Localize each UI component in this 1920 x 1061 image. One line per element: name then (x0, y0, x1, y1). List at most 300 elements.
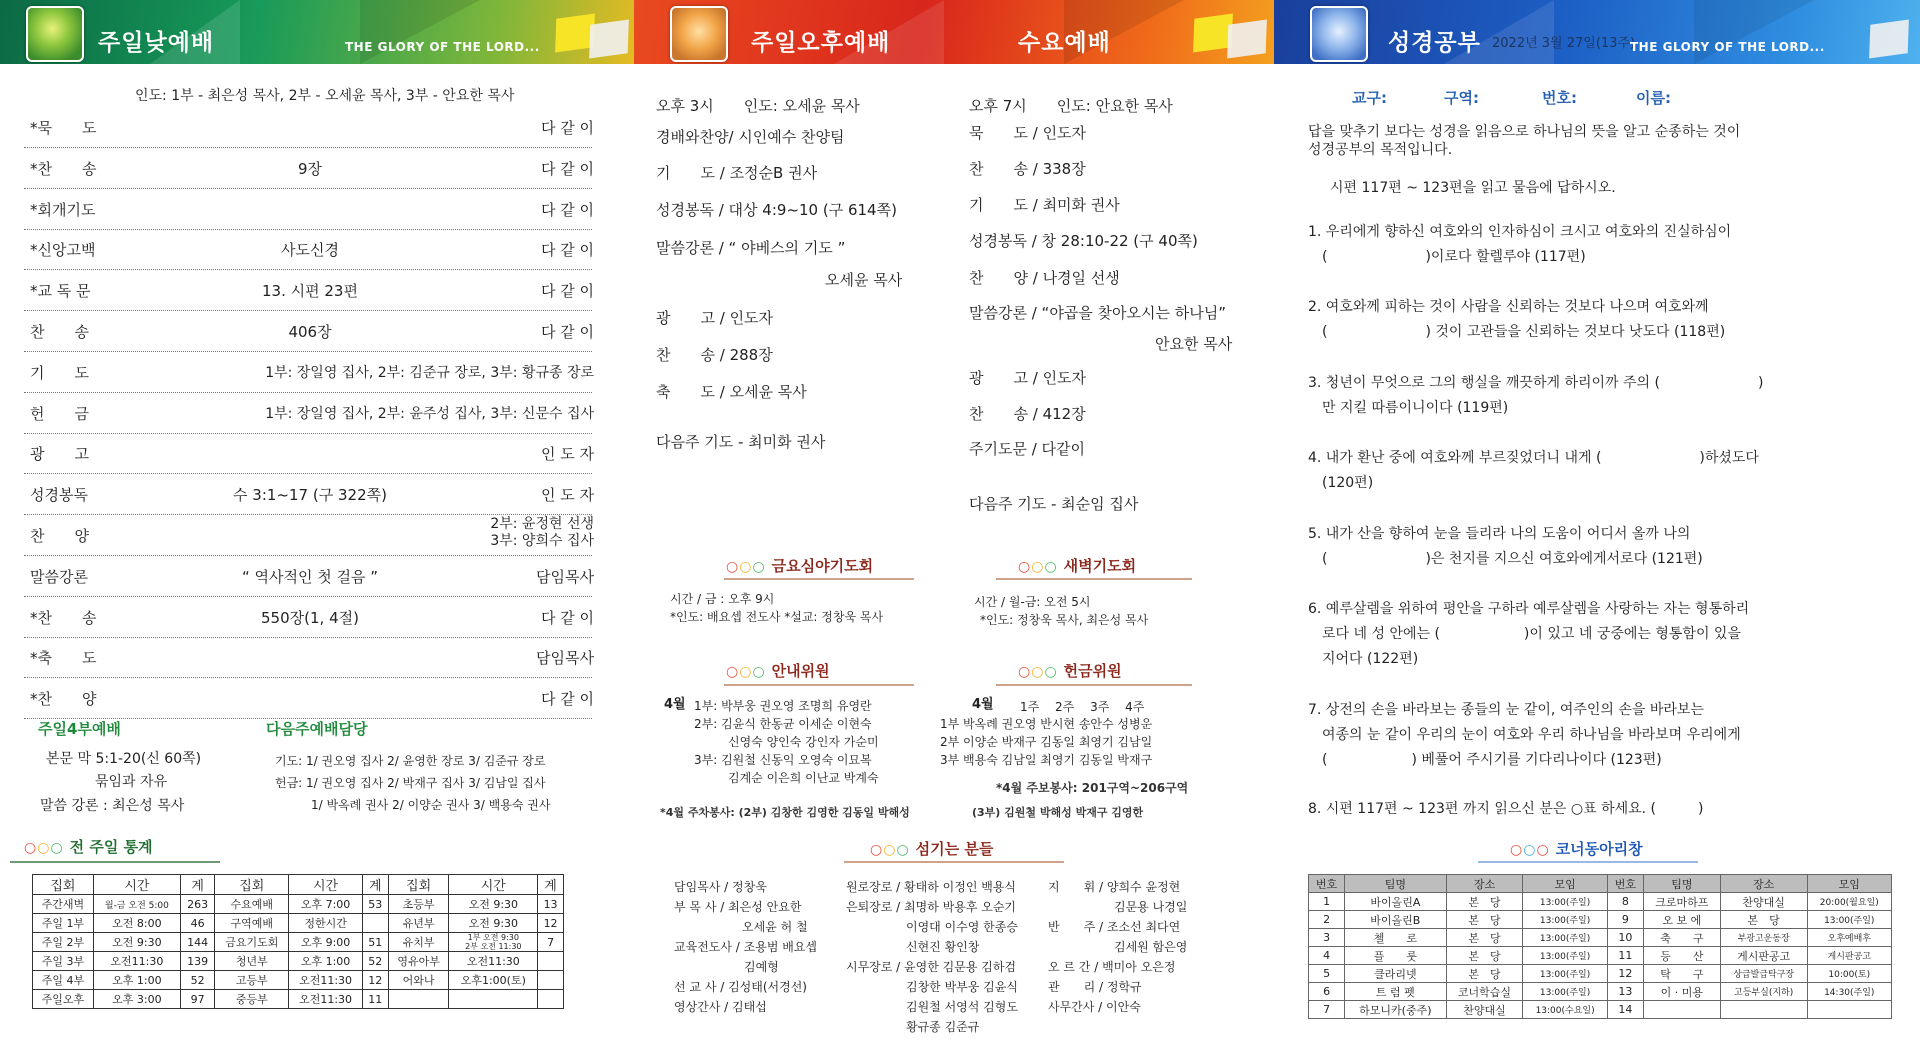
stats-cell: 어와나 (388, 971, 449, 990)
stats-cell (388, 990, 449, 1009)
afternoon-next-prayer: 다음주 기도 - 최미화 권사 (656, 433, 826, 451)
order-leader: 담임목사 (536, 649, 594, 668)
corner-cell: 바이올린A (1345, 893, 1446, 911)
corner-cell (1807, 1001, 1891, 1019)
corner-cell: 13 (1607, 983, 1643, 1001)
corner-row (1309, 911, 1892, 929)
friday-underline (724, 578, 914, 580)
corner-cell: 바이올린B (1345, 911, 1446, 929)
order-leader: 1부: 장일영 집사, 2부: 김준규 장로, 3부: 황규종 장로 (265, 364, 594, 381)
sunday-morning-title: 주일낮예배 (98, 30, 215, 56)
stats-cell: 7 (538, 933, 564, 952)
offering-line: 3부 백용숙 김남일 최영기 김동일 박재구 (940, 753, 1153, 767)
corner-cell (1643, 1001, 1720, 1019)
stats-cell: 52 (180, 971, 214, 990)
corner-title: 코너동아리창 (1555, 840, 1643, 858)
corner-cell: 첼 로 (1345, 929, 1446, 947)
order-label: 헌 금 (30, 404, 89, 423)
question-line: 2. 여호와께 피하는 것이 사람을 신뢰하는 것보다 나으며 여호와께 (1308, 299, 1709, 315)
stats-cell: 139 (180, 952, 214, 971)
question-line: 지어다 (122편) (1322, 651, 1419, 667)
stats-cell: 구역예배 (215, 914, 289, 933)
offering-underline (996, 684, 1192, 686)
friday-heading (726, 555, 873, 576)
stats-cell: 정한시간 (289, 914, 363, 933)
stats-cell: 오전11:30 (93, 952, 180, 971)
stats-header: 집회 (215, 875, 289, 895)
afternoon-item: 오세윤 목사 (825, 271, 903, 289)
bullet-dots-icon: ○○○ (1510, 842, 1550, 858)
question-line: 8. 시편 117편 ~ 123편 까지 읽으신 분은 ○표 하세요. ( ) (1308, 801, 1704, 817)
stats-cell: 수요예배 (215, 895, 289, 914)
bible-study-date: 2022년 3월 27일(13주) (1492, 36, 1636, 51)
stats-cell: 유치부 (388, 933, 449, 952)
staff-left-line: 선 교 사 / 김성태(서경선) (674, 980, 807, 994)
stats-cell: 청년부 (215, 952, 289, 971)
corner-cell: 1 (1309, 893, 1345, 911)
corner-cell: 11 (1607, 947, 1643, 965)
stats-cell (449, 990, 538, 1009)
order-label: 말씀강론 (30, 567, 88, 586)
afternoon-item: 기 도 / 조정순B 권사 (656, 164, 818, 182)
corner-cell (1720, 1001, 1807, 1019)
corner-cell: 본 당 (1446, 911, 1523, 929)
stats-cell: 금요기도회 (215, 933, 289, 952)
corner-cell: 고등부실(지하) (1720, 983, 1807, 1001)
afternoon-item: 말씀강론 / “ 야베스의 기도 ” (656, 239, 846, 257)
corner-cell: 본 당 (1446, 893, 1523, 911)
wednesday-item: 찬 송 / 412장 (969, 405, 1086, 423)
row-divider (24, 269, 592, 270)
corner-cell: 12 (1607, 965, 1643, 983)
corner-row (1309, 965, 1892, 983)
corner-header: 번호 (1309, 875, 1345, 893)
corner-cell: 10:00(토) (1807, 965, 1891, 983)
white-flag-icon (1227, 20, 1267, 59)
corner-cell: 13:00(주일) (1523, 947, 1607, 965)
staff-right-line: 김세원 함은영 (1114, 940, 1188, 954)
stats-header: 시간 (289, 875, 363, 895)
field-district: 교구: (1352, 89, 1387, 107)
order-label: *묵 도 (30, 119, 97, 137)
order-label: *찬 양 (30, 690, 97, 709)
stats-cell: 주일 2부 (33, 933, 94, 952)
wednesday-item: 묵 도 / 인도자 (969, 124, 1087, 142)
stats-cell: 유년부 (388, 914, 449, 933)
stats-cell: 263 (180, 895, 214, 914)
order-leader: 다 같 이 (540, 282, 594, 301)
afternoon-item: 성경봉독 / 대상 4:9~10 (구 614쪽) (656, 201, 897, 219)
staff-left-line: 교육전도사 / 조용범 배요셉 (674, 940, 817, 954)
wednesday-item: 찬 송 / 338장 (969, 160, 1086, 178)
corner-cell: 본 당 (1446, 965, 1523, 983)
row-divider (24, 392, 592, 393)
guide-title: 안내위원 (771, 662, 830, 680)
bullet-dots-icon: ○○○ (1018, 559, 1058, 575)
order-content: 406장 (288, 323, 332, 341)
afternoon-title: 주일오후예배 (751, 30, 891, 56)
stats-cell: 12 (362, 971, 388, 990)
stats-cell: 13 (538, 895, 564, 914)
question-line: 여종의 눈 같이 우리의 눈이 여호와 우리 하나님을 바라보며 우리에게 (1322, 727, 1741, 743)
question-line: 만 지킬 따름이니이다 (119편) (1322, 400, 1509, 416)
afternoon-time: 오후 3시 인도: 오세윤 목사 (656, 97, 860, 115)
friday-title: 금요심야기도회 (771, 557, 874, 575)
corner-cell: 탁 구 (1643, 965, 1720, 983)
order-leader: 담임목사 (536, 567, 594, 586)
corner-header: 팀명 (1643, 875, 1720, 893)
stats-cell: 51 (362, 933, 388, 952)
order-label: 찬 양 (30, 527, 89, 545)
stats-cell: 오전11:30 (289, 971, 363, 990)
staff-mid-line: 시무장로 / 윤영한 김문용 김하검 (846, 960, 1016, 974)
stats-cell: 오전 9:30 (93, 933, 180, 952)
stats-header: 계 (362, 875, 388, 895)
dawn-heading (1018, 555, 1136, 576)
staff-mid-line: 원로장로 / 황태하 이정인 백용식 (846, 880, 1016, 894)
corner-header: 모임 (1807, 875, 1891, 893)
corner-cell: 상급발급탁구장 (1720, 965, 1807, 983)
corner-cell: 부광고운동장 (1720, 929, 1807, 947)
guide-heading (726, 660, 830, 681)
order-content: 550장(1, 4절) (261, 608, 359, 627)
row-divider (24, 147, 592, 148)
corner-cell: 클라리넷 (1345, 965, 1446, 983)
stats-cell (362, 914, 388, 933)
question-line: 로다 네 성 안에는 ( )이 있고 네 궁중에는 형통함이 있을 (1322, 626, 1741, 642)
bullet-dots-icon: ○○○ (726, 664, 766, 680)
order-leader: 다 같 이 (540, 119, 594, 137)
order-label: *찬 송 (30, 159, 97, 178)
corner-cell: 게시판공고 (1807, 947, 1891, 965)
field-group: 구역: (1444, 89, 1479, 107)
stats-cell: 주일오후 (33, 990, 94, 1009)
corner-cell: 14 (1607, 1001, 1643, 1019)
afternoon-item: 축 도 / 오세윤 목사 (656, 383, 807, 401)
staff-left-line: 영상간사 / 김태섭 (674, 1000, 767, 1014)
wednesday-item: 기 도 / 최미화 권사 (969, 196, 1120, 214)
staff-mid-line: 은퇴장로 / 최명하 박용후 오순기 (846, 900, 1016, 914)
corner-underline (1478, 861, 1698, 863)
dawn-title: 새벽기도회 (1063, 557, 1137, 575)
staff-right-line: 사무간사 / 이안숙 (1048, 1000, 1141, 1014)
stats-cell: 영유아부 (388, 952, 449, 971)
corner-cell: 게시판공고 (1720, 947, 1807, 965)
corner-cell: 코너학습실 (1446, 983, 1523, 1001)
stats-cell: 오전 8:00 (93, 914, 180, 933)
question-line: ( ) 것이 고관들을 신뢰하는 것보다 낫도다 (118편) (1322, 324, 1726, 340)
banner-subtitle: THE GLORY OF THE LORD... (1630, 40, 1825, 54)
offering-title: 헌금위원 (1063, 662, 1122, 680)
corner-cell: 하모니카(중주) (1345, 1001, 1446, 1019)
order-label: *찬 송 (30, 608, 97, 627)
offering-line: 1부 박옥례 권오영 반시현 송안수 성병운 (940, 717, 1153, 731)
intro-line-2: 성경공부의 목적입니다. (1308, 142, 1453, 158)
stats-cell: 오후 3:00 (93, 990, 180, 1009)
friday-time: 시간 / 금 : 오후 9시 (670, 592, 775, 606)
corner-cell: 13:00(주일) (1807, 911, 1891, 929)
bible-study-banner (1274, 0, 1920, 64)
staff-right-line: 관 리 / 정학규 (1048, 980, 1142, 994)
corner-cell: 13:00(수요일) (1523, 1001, 1607, 1019)
order-leader: 다 같 이 (540, 608, 594, 627)
corner-row (1309, 983, 1892, 1001)
staff-underline (844, 861, 1064, 863)
stats-cell: 11 (362, 990, 388, 1009)
corner-cell: 찬양대실 (1446, 1001, 1523, 1019)
corner-cell: 이 · 미용 (1643, 983, 1720, 1001)
wednesday-title: 수요예배 (1018, 30, 1111, 56)
offering-line: 2부 이양순 박재구 김동일 최영기 김남일 (940, 735, 1153, 749)
afternoon-item: 찬 송 / 288장 (656, 346, 773, 364)
white-flag-icon (589, 20, 629, 59)
stats-cell: 주간새벽 (33, 895, 94, 914)
corner-cell: 본 당 (1720, 911, 1807, 929)
weekly-stats-table (32, 874, 564, 1009)
stats-cell: 초등부 (388, 895, 449, 914)
stats-cell: 중등부 (215, 990, 289, 1009)
instruction: 시편 117편 ~ 123편을 읽고 물음에 답하시오. (1330, 180, 1616, 196)
stats-row (33, 971, 564, 990)
question-line: 5. 내가 산을 향하여 눈을 들리라 나의 도움이 어디서 올까 나의 (1308, 526, 1691, 542)
corner-row (1309, 929, 1892, 947)
corner-cell: 플 룻 (1345, 947, 1446, 965)
offering-weeks: 1주 2주 3주 4주 (1020, 700, 1145, 714)
bullet-dots-icon: ○○○ (726, 559, 766, 575)
stats-row (33, 952, 564, 971)
corner-cell: 축 구 (1643, 929, 1720, 947)
bible-study-title: 성경공부 (1388, 30, 1481, 56)
row-divider (24, 433, 592, 434)
stats-cell (538, 990, 564, 1009)
staff-mid-line: 이영대 이수영 한종승 (906, 920, 1018, 934)
row-divider (24, 677, 592, 678)
stats-cell (538, 952, 564, 971)
question-line: 3. 청년이 무엇으로 그의 행실을 깨끗하게 하리이까 주의 ( ) (1308, 375, 1764, 391)
staff-title: 섬기는 분들 (915, 840, 994, 858)
corner-header: 번호 (1607, 875, 1643, 893)
order-label: 기 도 (30, 363, 89, 382)
sunday-morning-banner (0, 0, 634, 64)
stats-cell: 52 (362, 952, 388, 971)
stats-heading (24, 836, 153, 857)
corner-cell: 6 (1309, 983, 1345, 1001)
stats-cell: 오전11:30 (449, 952, 538, 971)
afternoon-item: 광 고 / 인도자 (656, 309, 774, 327)
staff-left-line: 담임목사 / 정창욱 (674, 880, 767, 894)
corner-cell: 2 (1309, 911, 1345, 929)
stats-row (33, 990, 564, 1009)
question-line: 4. 내가 환난 중에 여호와께 부르짖었더니 내게 ( )하셨도다 (1308, 450, 1759, 466)
offering-heading (1018, 660, 1122, 681)
order-label: 성경봉독 (30, 486, 88, 505)
stats-header: 집회 (388, 875, 449, 895)
stats-cell: 오후 1:00 (93, 971, 180, 990)
bible-study-column (1274, 0, 1920, 1061)
stats-cell: 오전 9:30 (449, 895, 538, 914)
field-name: 이름: (1636, 89, 1671, 107)
order-leader: 1부: 장일영 집사, 2부: 윤주성 집사, 3부: 신문수 집사 (265, 405, 594, 422)
corner-row (1309, 893, 1892, 911)
wednesday-item: 주기도문 / 다같이 (969, 440, 1086, 458)
guide-line: 김계순 이은희 이난교 박계숙 (728, 771, 879, 785)
row-divider (24, 473, 592, 474)
corner-header: 장소 (1720, 875, 1807, 893)
corner-row (1309, 947, 1892, 965)
stats-header: 시간 (93, 875, 180, 895)
corner-cell: 13:00(주일) (1523, 929, 1607, 947)
field-number: 번호: (1542, 89, 1577, 107)
wednesday-item: 성경봉독 / 창 28:10-22 (구 40쪽) (969, 232, 1198, 250)
question-line: 1. 우리에게 향하신 여호와의 인자하심이 크시고 여호와의 진실하심이 (1308, 224, 1732, 240)
corner-cell: 13:00(주일) (1523, 965, 1607, 983)
guide-line: 1부: 박부웅 권오영 조명희 유영란 (694, 699, 872, 713)
next-week-prayer: 기도: 1/ 권오영 집사 2/ 윤영한 장로 3/ 김준규 장로 (275, 754, 546, 768)
stats-cell: 46 (180, 914, 214, 933)
corner-cell: 5 (1309, 965, 1345, 983)
corner-cell: 트 럼 펫 (1345, 983, 1446, 1001)
staff-mid-line: 황규종 김준규 (906, 1020, 980, 1034)
parking-service: *4월 주차봉사: (2부) 김창한 김영한 김동일 박해성 (660, 806, 910, 819)
service-leaders: 인도: 1부 - 최은성 목사, 2부 - 오세윤 목사, 3부 - 안요한 목사 (135, 88, 515, 104)
order-leader: 다 같 이 (540, 159, 594, 178)
corner-clubs-table (1308, 874, 1892, 1019)
stats-header: 계 (538, 875, 564, 895)
order-leader: 다 같 이 (540, 323, 594, 341)
order-content: 수 3:1~17 (구 322쪽) (233, 486, 387, 505)
corner-cell: 본 당 (1446, 947, 1523, 965)
corner-header: 팀명 (1345, 875, 1446, 893)
leaf-photo-icon (26, 6, 84, 62)
stats-title: 전 주일 통계 (69, 838, 153, 856)
intro-line-1: 답을 맞추기 보다는 성경을 읽음으로 하나님의 뜻을 알고 순종하는 것이 (1308, 124, 1741, 140)
wednesday-item: 말씀강론 / “야곱을 찾아오시는 하나님” (969, 304, 1227, 322)
stats-cell: 월-금 오전 5:00 (93, 895, 180, 914)
order-leader: 인 도 자 (540, 445, 594, 464)
question-line: 7. 상전의 손을 바라보는 종들의 눈 같이, 여주인의 손을 바라보는 (1308, 702, 1704, 718)
corner-cell: 찬양대실 (1720, 893, 1807, 911)
corner-cell: 7 (1309, 1001, 1345, 1019)
question-line: (120편) (1322, 475, 1374, 491)
afternoon-wednesday-column (634, 0, 1274, 1061)
parking-service-3: (3부) 김원철 박해성 박재구 김영한 (972, 806, 1144, 819)
corner-cell: 10 (1607, 929, 1643, 947)
guide-line: 3부: 김원철 신동익 오영숙 이묘복 (694, 753, 872, 767)
row-divider (24, 310, 592, 311)
row-divider (24, 229, 592, 230)
stats-cell: 12 (538, 914, 564, 933)
corner-cell: 3 (1309, 929, 1345, 947)
wednesday-item: 광 고 / 인도자 (969, 369, 1087, 387)
corner-cell: 8 (1607, 893, 1643, 911)
staff-right-line: 지 휘 / 양희수 윤정현 (1048, 880, 1181, 894)
corner-cell: 13:00(주일) (1523, 983, 1607, 1001)
corner-cell: 크로마하프 (1643, 893, 1720, 911)
stats-cell: 오후1:00(토) (449, 971, 538, 990)
stats-cell: 오후 9:00 (289, 933, 363, 952)
staff-right-line: 김문용 나경일 (1114, 900, 1188, 914)
wednesday-item: 찬 양 / 나경일 선생 (969, 269, 1120, 287)
stats-row (33, 895, 564, 914)
stats-header: 시간 (449, 875, 538, 895)
stats-cell: 주일 1부 (33, 914, 94, 933)
dawn-underline (996, 578, 1192, 580)
staff-right-line: 반 주 / 조소선 최다연 (1048, 920, 1181, 934)
row-divider (24, 637, 592, 638)
next-week-offering-2: 1/ 박옥례 권사 2/ 이양순 권사 3/ 백용숙 권사 (311, 798, 551, 812)
stats-cell: 오전 9:30 (449, 914, 538, 933)
corner-header: 장소 (1446, 875, 1523, 893)
order-leader: 2부: 윤정현 선생 3부: 양희수 집사 (490, 516, 594, 549)
stats-underline (10, 861, 220, 863)
corner-cell: 14:30(주일) (1807, 983, 1891, 1001)
guide-line: 신영숙 양인숙 강인자 가순미 (728, 735, 879, 749)
corner-cell: 20:00(월요일) (1807, 893, 1891, 911)
stats-cell: 오전11:30 (289, 990, 363, 1009)
bullet-dots-icon: ○○○ (24, 840, 64, 856)
stats-header: 집회 (33, 875, 94, 895)
stats-cell: 144 (180, 933, 214, 952)
order-label: *교 독 문 (30, 282, 91, 301)
question-line: ( )이로다 할렐루야 (117편) (1322, 249, 1586, 265)
corner-cell: 등 산 (1643, 947, 1720, 965)
row-divider (24, 188, 592, 189)
staff-right-line: 오 르 간 / 백미아 오은정 (1048, 960, 1176, 974)
bullet-dots-icon: ○○○ (870, 842, 910, 858)
question-line: ( )은 천지를 지으신 여호와에게서로다 (121편) (1322, 551, 1703, 567)
stats-cell (538, 971, 564, 990)
stats-row (33, 933, 564, 952)
order-leader: 다 같 이 (540, 690, 594, 709)
corner-cell: 오 보 에 (1643, 911, 1720, 929)
stats-cell: 1부 오전 9:30 2부 오전 11:30 (449, 933, 538, 952)
order-content: 13. 시편 23편 (262, 282, 358, 301)
question-line: 6. 예루살렘을 위하여 평안을 구하라 예루살렘을 사랑하는 자는 형통하리 (1308, 601, 1750, 617)
row-divider (24, 555, 592, 556)
corner-cell: 13:00(주일) (1523, 893, 1607, 911)
corner-cell: 4 (1309, 947, 1345, 965)
order-leader: 다 같 이 (540, 200, 594, 219)
friday-leaders: *인도: 배요셉 전도사 *설교: 정창욱 목사 (670, 610, 884, 624)
corner-header: 모임 (1523, 875, 1607, 893)
staff-mid-line: 신현진 황인창 (906, 940, 980, 954)
offering-month: 4월 (972, 697, 994, 712)
wednesday-time: 오후 7시 인도: 안요한 목사 (969, 97, 1173, 115)
corner-row (1309, 1001, 1892, 1019)
staff-heading (870, 838, 993, 859)
order-leader: 인 도 자 (540, 486, 594, 505)
wednesday-item: 안요한 목사 (1155, 335, 1233, 353)
corner-cell: 오후예배후 (1807, 929, 1891, 947)
order-content: “ 역사적인 첫 걸음 ” (241, 567, 379, 586)
order-label: 광 고 (30, 445, 89, 464)
afternoon-item: 경배와찬양/ 시인예수 찬양팀 (656, 128, 845, 146)
dawn-leaders: *인도: 정창욱 목사, 최은성 목사 (980, 613, 1149, 627)
order-label: 찬 송 (30, 323, 89, 341)
guide-underline (724, 684, 914, 686)
guide-month: 4월 (664, 697, 686, 712)
fourth-service-sermon: 묶임과 자유 (95, 774, 168, 790)
corner-heading (1510, 838, 1643, 859)
stats-cell: 고등부 (215, 971, 289, 990)
question-line: ( ) 베풀어 주시기를 기다리나이다 (123편) (1322, 752, 1662, 768)
wednesday-next-prayer: 다음주 기도 - 최순임 집사 (969, 495, 1139, 513)
order-content: 9장 (297, 159, 323, 178)
staff-left-line: 오세윤 허 철 (742, 920, 808, 934)
order-leader: 다 같 이 (540, 241, 594, 260)
row-divider (24, 596, 592, 597)
row-divider (24, 351, 592, 352)
